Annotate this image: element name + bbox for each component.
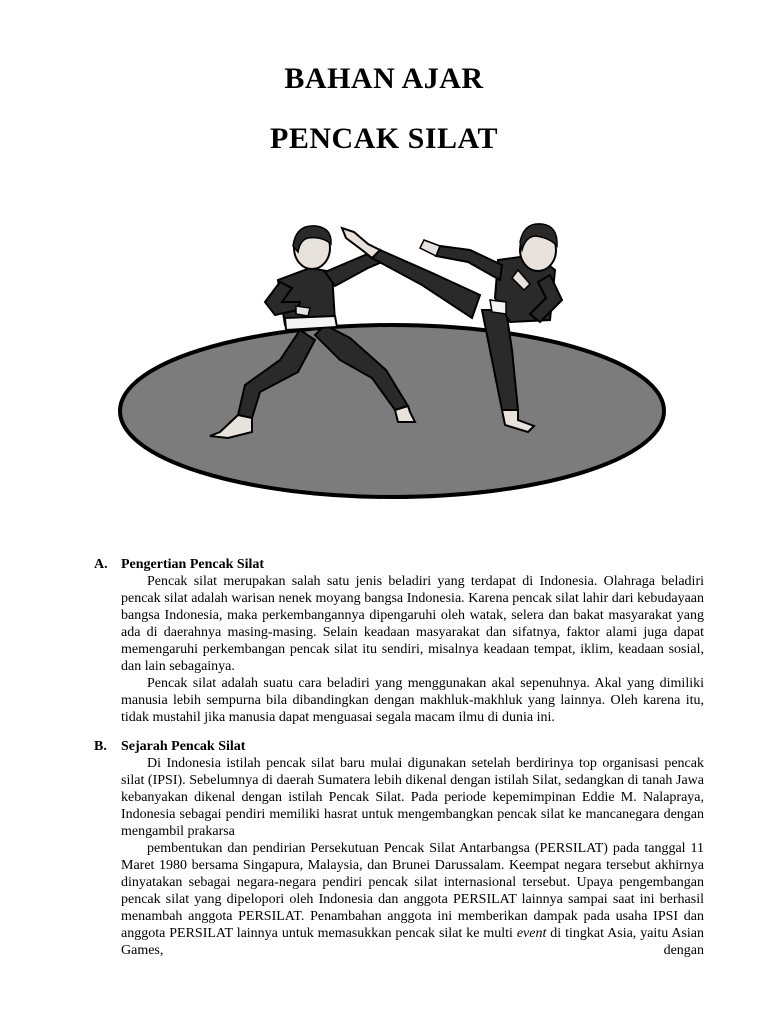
section-b xyxy=(94,738,704,959)
section-a-letter: A. xyxy=(94,557,108,572)
section-b-paragraph-2-italic: event xyxy=(516,926,547,941)
section-a xyxy=(94,556,704,726)
section-b-paragraph-1: Di Indonesia istilah pencak silat baru mulai digunakan setelah berdirinya top organisasi pencak silat (IPSI). Sebelumnya di daerah Sumatera lebih dikenal dengan istilah Silat, sedangkan di tanah Jawa kebanyakan dikenal dengan istilah Pencak Silat. Pada periode kepemimpinan Eddie M. Nalapraya, Indonesia sebagai pendiri memiliki hasrat untuk mengembangkan pencak silat ke mancanegara dengan mengambil prakarsa xyxy=(121,756,704,839)
section-a-paragraph-1: Pencak silat merupakan salah satu jenis beladiri yang terdapat di Indonesia. Olahraga beladiri pencak silat adalah warisan nenek moyang bangsa Indonesia. Karena pencak silat lahir dari kebudayaan bangsa Indonesia, maka perkembangannya dipengaruhi oleh watak, selera dan bakat masyarakat yang ada di daerahnya masing-masing. Selain keadaan masyarakat dan sifatnya, faktor alami juga dapat memengaruhi perkembangan pencak silat itu sendiri, misalnya keadaan tempat, iklim, keadaan sosial, dan lain sebagainya. xyxy=(121,574,704,674)
section-b-paragraph-2 xyxy=(121,840,704,959)
section-b-heading xyxy=(94,738,704,755)
mat-ellipse xyxy=(120,325,664,497)
section-b-paragraph-2-end: di tingkat Asia, yaitu Asian Games, dengan xyxy=(121,926,705,958)
section-b-paragraph-2-text: pembentukan dan pendirian Persekutuan Pencak Silat Antarbangsa (PERSILAT) pada tanggal 11 Maret 1980 bersama Singapura, Malaysia, dan Brunei Darussalam. Keempat negara tersebut akhirnya dinyatakan sebagai negara-negara pendiri pencak silat internasional tersebut. Upaya pengembangan pencak silat yang dipelopori oleh Indonesia dan anggota PERSILAT lainnya sampai saat ini berhasil menambah anggota PERSILAT. Penambahan anggota ini memberikan dampak pada usaha IPSI dan anggota PERSILAT lainnya untuk memasukkan pencak silat ke multi xyxy=(121,841,704,941)
title-line-2: PENCAK SILAT xyxy=(270,122,498,155)
section-a-paragraph-2: Pencak silat adalah suatu cara beladiri yang menggunakan akal sepenuhnya. Akal yang dimiliki manusia lebih sempurna bila dibandingkan dengan makhluk-makhluk yang lainnya. Oleh karena itu, tidak mustahil jika manusia dapat menguasai segala macam ilmu di dunia ini. xyxy=(121,676,704,725)
section-a-heading-text: Pengertian Pencak Silat xyxy=(121,557,265,572)
section-b-heading-text: Sejarah Pencak Silat xyxy=(121,739,246,754)
section-a-heading xyxy=(94,556,704,573)
pencak-silat-illustration xyxy=(110,210,680,510)
title-line-1: BAHAN AJAR xyxy=(284,62,484,95)
section-b-letter: B. xyxy=(94,739,107,754)
